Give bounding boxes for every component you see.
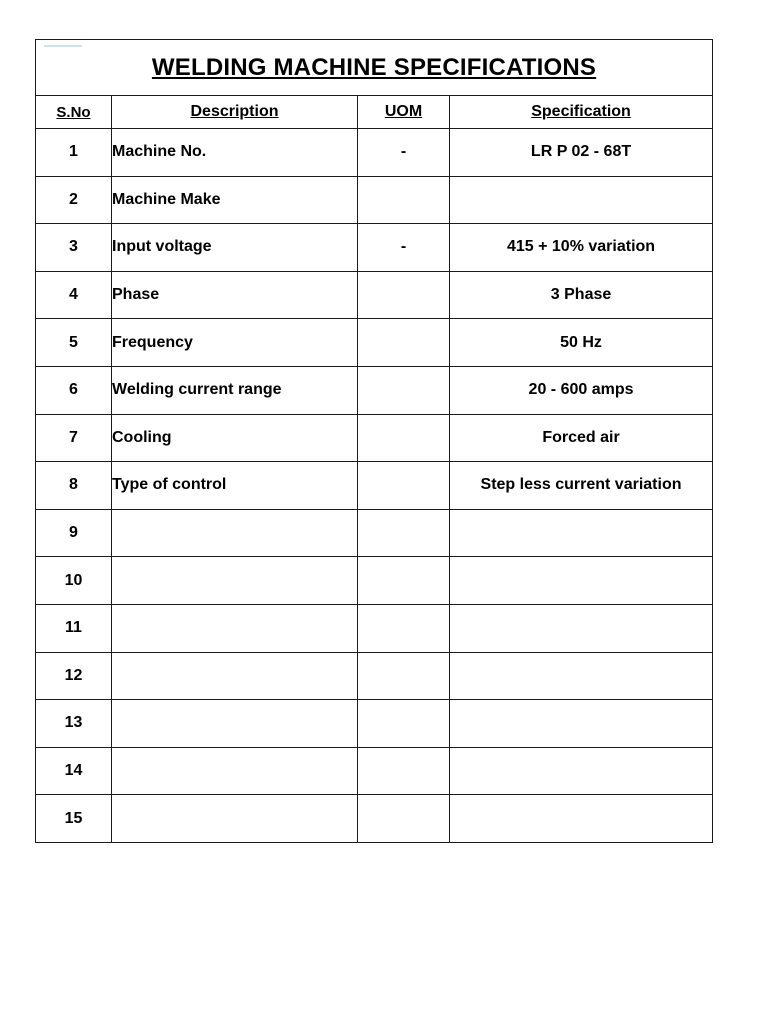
cell-specification — [450, 604, 713, 652]
table-row — [36, 176, 713, 224]
table-row — [36, 652, 713, 700]
table-row — [36, 319, 713, 367]
cell-description — [112, 652, 358, 700]
cell-description: Phase — [112, 271, 358, 319]
cell-uom — [358, 271, 450, 319]
cell-sno: 12 — [36, 652, 112, 700]
header-row — [36, 96, 713, 129]
cell-specification — [450, 700, 713, 748]
cell-sno: 1 — [36, 129, 112, 177]
cell-description — [112, 747, 358, 795]
cell-specification — [450, 176, 713, 224]
table-row — [36, 414, 713, 462]
cell-description — [112, 604, 358, 652]
cell-sno: 11 — [36, 604, 112, 652]
cell-sno: 9 — [36, 509, 112, 557]
table-row — [36, 509, 713, 557]
table-row — [36, 462, 713, 510]
cell-uom: - — [358, 224, 450, 272]
cell-uom — [358, 604, 450, 652]
cell-description: Machine Make — [112, 176, 358, 224]
cell-description: Cooling — [112, 414, 358, 462]
cell-description — [112, 509, 358, 557]
table-row — [36, 604, 713, 652]
table-row — [36, 271, 713, 319]
cell-sno: 5 — [36, 319, 112, 367]
cell-description — [112, 700, 358, 748]
cell-specification — [450, 747, 713, 795]
cell-sno: 7 — [36, 414, 112, 462]
cell-sno: 15 — [36, 795, 112, 843]
cell-uom — [358, 414, 450, 462]
cell-specification: Step less current variation — [450, 462, 713, 510]
cell-description: Machine No. — [112, 129, 358, 177]
cell-specification: 20 - 600 amps — [450, 366, 713, 414]
cell-description: Frequency — [112, 319, 358, 367]
cell-uom — [358, 747, 450, 795]
cell-description: Type of control — [112, 462, 358, 510]
cell-uom — [358, 176, 450, 224]
column-header-description: Description — [112, 96, 358, 129]
cell-sno: 13 — [36, 700, 112, 748]
cell-uom — [358, 319, 450, 367]
title-text: WELDING MACHINE SPECIFICATIONS — [151, 53, 597, 81]
spec-table — [35, 39, 713, 843]
cell-uom — [358, 366, 450, 414]
cell-uom: - — [358, 129, 450, 177]
column-header-sno: S.No — [36, 96, 112, 129]
table-row — [36, 795, 713, 843]
cell-specification — [450, 557, 713, 605]
cell-description: Input voltage — [112, 224, 358, 272]
cell-specification: 415 + 10% variation — [450, 224, 713, 272]
cell-uom — [358, 557, 450, 605]
table-row — [36, 224, 713, 272]
cell-uom — [358, 700, 450, 748]
column-header-specification: Specification — [450, 96, 713, 129]
table-row — [36, 129, 713, 177]
cell-specification: 3 Phase — [450, 271, 713, 319]
title-row — [36, 40, 713, 96]
cell-specification: LR P 02 - 68T — [450, 129, 713, 177]
cell-sno: 2 — [36, 176, 112, 224]
spec-sheet — [35, 39, 712, 843]
cell-specification — [450, 795, 713, 843]
cell-sno: 3 — [36, 224, 112, 272]
cell-sno: 14 — [36, 747, 112, 795]
table-row — [36, 366, 713, 414]
table-row — [36, 557, 713, 605]
cell-sno: 6 — [36, 366, 112, 414]
cell-specification — [450, 509, 713, 557]
cell-uom — [358, 652, 450, 700]
faint-mark — [44, 45, 82, 47]
cell-description — [112, 557, 358, 605]
table-row — [36, 700, 713, 748]
page-title — [36, 40, 713, 96]
cell-uom — [358, 795, 450, 843]
cell-specification: Forced air — [450, 414, 713, 462]
cell-description: Welding current range — [112, 366, 358, 414]
cell-sno: 4 — [36, 271, 112, 319]
cell-sno: 10 — [36, 557, 112, 605]
cell-uom — [358, 462, 450, 510]
cell-uom — [358, 509, 450, 557]
column-header-uom: UOM — [358, 96, 450, 129]
cell-specification: 50 Hz — [450, 319, 713, 367]
cell-sno: 8 — [36, 462, 112, 510]
cell-specification — [450, 652, 713, 700]
table-row — [36, 747, 713, 795]
cell-description — [112, 795, 358, 843]
